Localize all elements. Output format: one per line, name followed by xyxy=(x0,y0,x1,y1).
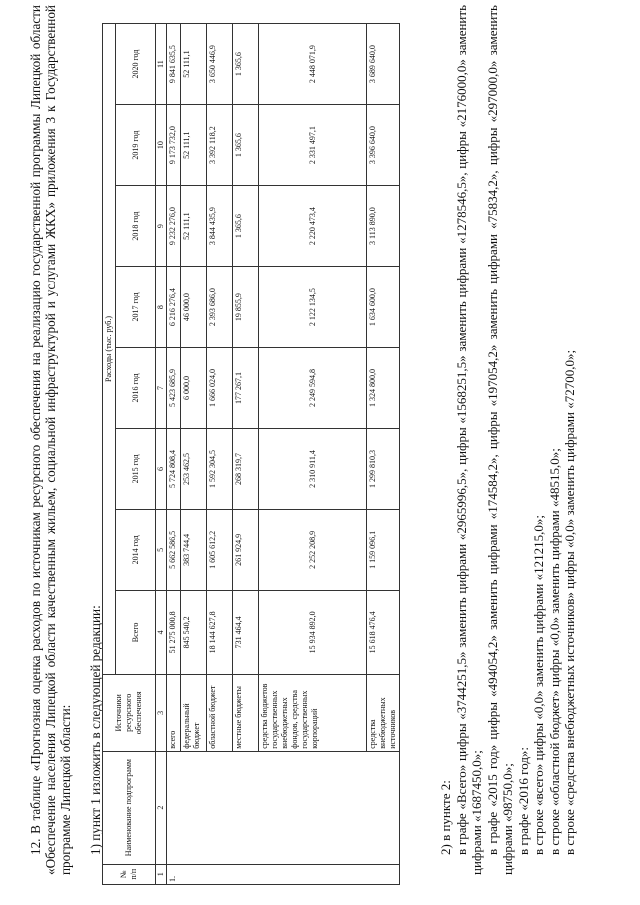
value-cell: 6 000,0 xyxy=(181,348,207,429)
header-year: 2020 год xyxy=(116,24,156,105)
col-number: 10 xyxy=(156,105,167,186)
value-cell: 383 744,4 xyxy=(181,509,207,590)
value-cell: 15 618 476,4 xyxy=(367,590,400,674)
intro-paragraph xyxy=(28,5,73,875)
value-cell: 1 365,6 xyxy=(233,105,259,186)
header-year: 2016 год xyxy=(116,348,156,429)
source-cell: местные бюджеты xyxy=(233,674,259,751)
col-number: 1 xyxy=(156,864,167,884)
value-cell: 253 462,5 xyxy=(181,428,207,509)
point2-paragraph: в графе «Всего» цифры «3744251,5» заменить цифрами «2965996,5», цифры «1568251,5» заменить цифрами «1278546,5», цифры «2176000,0» заменить цифрами «1687450,0»; xyxy=(453,5,484,875)
header-name: Наименование подпрограмм xyxy=(103,751,156,864)
value-cell: 177 267,1 xyxy=(233,348,259,429)
row-number: 1. xyxy=(167,864,400,884)
col-number: 8 xyxy=(156,267,167,348)
col-number: 5 xyxy=(156,509,167,590)
header-expenses: Расходы (тыс. руб.) xyxy=(103,24,116,675)
value-cell: 1 666 024,0 xyxy=(207,348,233,429)
intro-text: 12. В таблице «Прогнозная оценка расходов по источникам ресурсного обеспечения на реализацию государственной программы Липецкой области «Обеспечение населения Липецкой области качественным жильем, социальной инфраструктурой и услугами ЖКХ» приложения 3 к Государственной программе Липецкой области: xyxy=(28,5,73,875)
value-cell: 1 365,6 xyxy=(233,186,259,267)
value-cell: 3 650 446,9 xyxy=(207,24,233,105)
value-cell: 9 841 635,5 xyxy=(167,24,181,105)
header-num: № п/п xyxy=(103,864,156,884)
value-cell: 2 393 686,0 xyxy=(207,267,233,348)
expenses-table xyxy=(102,23,400,885)
value-cell: 2 249 594,8 xyxy=(259,348,367,429)
value-cell: 52 111,1 xyxy=(181,24,207,105)
header-year: 2014 год xyxy=(116,509,156,590)
value-cell: 2 448 071,9 xyxy=(259,24,367,105)
header-year: Всего xyxy=(116,590,156,674)
header-year: 2018 год xyxy=(116,186,156,267)
col-number: 6 xyxy=(156,428,167,509)
source-cell: средства внебюджетных источников xyxy=(367,674,400,751)
value-cell: 51 275 000,8 xyxy=(167,590,181,674)
value-cell: 18 144 627,8 xyxy=(207,590,233,674)
value-cell: 15 934 892,0 xyxy=(259,590,367,674)
subprogram-name xyxy=(167,751,400,864)
col-number: 7 xyxy=(156,348,167,429)
value-cell: 2 122 134,5 xyxy=(259,267,367,348)
value-cell: 3 396 640,0 xyxy=(367,105,400,186)
value-cell: 5 724 808,4 xyxy=(167,428,181,509)
value-cell: 261 924,9 xyxy=(233,509,259,590)
source-cell: федеральный бюджет xyxy=(181,674,207,751)
header-source: Источники ресурсного обеспечения xyxy=(103,674,156,751)
point2-section xyxy=(438,5,578,875)
header-year: 2017 год xyxy=(116,267,156,348)
value-cell: 3 392 118,2 xyxy=(207,105,233,186)
value-cell: 731 464,4 xyxy=(233,590,259,674)
point2-title: 2) в пункте 2: xyxy=(438,780,453,855)
value-cell: 3 113 890,0 xyxy=(367,186,400,267)
item1-text: 1) пункт 1 изложить в следующей редакции: xyxy=(88,605,103,855)
col-number: 9 xyxy=(156,186,167,267)
point2-paragraph: в графе «2015 год» цифры «494054,2» заменить цифрами «174584,2», цифры «197054,2» заменить цифрами «75834,2», цифры «297000,0» заменить цифрами «98750,0»; xyxy=(484,5,515,875)
value-cell: 52 111,1 xyxy=(181,105,207,186)
value-cell: 5 662 586,5 xyxy=(167,509,181,590)
value-cell: 2 310 911,4 xyxy=(259,428,367,509)
source-cell: средства бюджетов государственных внебюджетных фондов, средства государственных корпораций xyxy=(259,674,367,751)
value-cell: 9 232 276,0 xyxy=(167,186,181,267)
value-cell: 6 216 276,4 xyxy=(167,267,181,348)
value-cell: 1 605 612,2 xyxy=(207,509,233,590)
value-cell: 1 159 096,1 xyxy=(367,509,400,590)
point2-paragraph: в графе «2016 год»: xyxy=(515,746,531,855)
value-cell: 3 844 435,9 xyxy=(207,186,233,267)
col-number: 4 xyxy=(156,590,167,674)
header-year: 2019 год xyxy=(116,105,156,186)
value-cell: 1 324 800,0 xyxy=(367,348,400,429)
col-number: 3 xyxy=(156,674,167,751)
col-number: 11 xyxy=(156,24,167,105)
value-cell: 2 252 208,9 xyxy=(259,509,367,590)
point2-paragraph: в строке «средства внебюджетных источников» цифры «0,0» заменить цифрами «72700,0»; xyxy=(562,349,577,855)
value-cell: 1 299 810,3 xyxy=(367,428,400,509)
value-cell: 1 365,6 xyxy=(233,24,259,105)
header-year: 2015 год xyxy=(116,428,156,509)
value-cell: 9 173 732,0 xyxy=(167,105,181,186)
point2-paragraph: в строке «всего» цифры «0,0» заменить цифрами «121215,0»; xyxy=(531,515,546,855)
point2-paragraph: в строке «областной бюджет» цифры «0,0» заменить цифрами «48515,0»; xyxy=(546,448,562,855)
value-cell: 2 220 473,4 xyxy=(259,186,367,267)
value-cell: 845 540,2 xyxy=(181,590,207,674)
value-cell: 52 111,1 xyxy=(181,186,207,267)
value-cell: 2 331 497,1 xyxy=(259,105,367,186)
value-cell: 46 000,0 xyxy=(181,267,207,348)
source-cell: областной бюджет xyxy=(207,674,233,751)
value-cell: 268 319,7 xyxy=(233,428,259,509)
value-cell: 3 689 640,0 xyxy=(367,24,400,105)
value-cell: 1 634 600,0 xyxy=(367,267,400,348)
value-cell: 5 423 685,9 xyxy=(167,348,181,429)
col-number: 2 xyxy=(156,751,167,864)
value-cell: 19 855,9 xyxy=(233,267,259,348)
source-cell: всего xyxy=(167,674,181,751)
value-cell: 1 592 304,5 xyxy=(207,428,233,509)
